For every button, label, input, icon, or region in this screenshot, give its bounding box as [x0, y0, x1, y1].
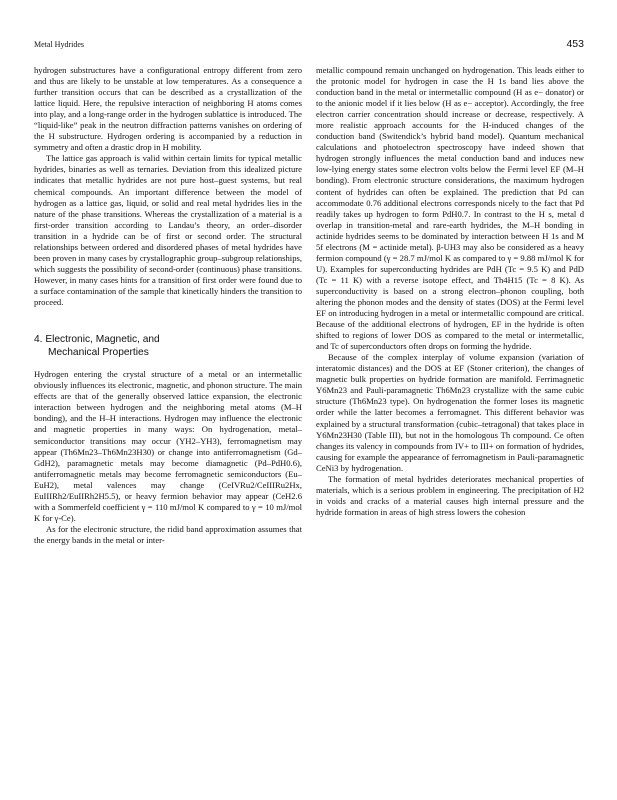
- body-paragraph: Because of the complex interplay of volume expansion (variation of interatomic distances) and the DOS at EF (Stoner criterion), the changes of magnetic bulk properties on hydride formation are manifold. Ferrimagnetic Y6Mn23 and Pauli-paramagnetic Th6Mn23 crystallize with the same cubic structure (Th6Mn23 type). On hydrogenation the former loses its magnetic order while the latter becomes a ferromagnet. This different behavior was explained by a structural transformation (cubic–tetragonal) that takes place in Y6Mn23H30 (Table III), but not in the homologous Th compound. Ce often changes its valency in compounds from IV+ to III+ on formation of hydrides, causing for example the appearance of ferromagnetism in Pauli-paramagnetic CeNi3 by hydrogenation.: [316, 352, 584, 473]
- right-column: [316, 65, 584, 518]
- body-paragraph: The lattice gas approach is valid within certain limits for typical metallic hydrides, binaries as well as ternaries. Deviation from this idealized picture indicates that metallic hydrides are not pure host–guest systems, but real chemical compounds. An important difference between the model of hydrogen as a lattice gas, liquid, or solid and real metal hydrides lies in the nature of the phase transitions. Whereas the crystallization of a material is a first-order transition according to Landau’s theory, an order–disorder transition in a hydride can be of first or second order. The structural relationships between ordered and disordered phases of metal hydrides have been proven in many cases by crystallographic group–subgroup relationships, which suggests the possibility of second-order (continuous) phase transitions. However, in many cases hints for a transition of first order were found due to a surface contamination of the sample that kinetically hinders the transition to proceed.: [34, 153, 302, 307]
- body-paragraph: hydrogen substructures have a configurational entropy different from zero and thus are likely to be unstable at low temperatures. As a consequence a further transition occurs that can be described as a crystallization of the lattice liquid. Here, the repulsive interaction of neighboring H atoms comes into play, and a long-range order in the hydrogen sublattice is introduced. The “liquid-like” peak in the neutron diffraction patterns vanishes on ordering of the H substructure. Hydrogen ordering is accompanied by a reduction in symmetry and often a drastic drop in H mobility.: [34, 65, 302, 153]
- running-head: Metal Hydrides: [34, 40, 84, 49]
- section-heading: [34, 334, 302, 359]
- page-number: 453: [566, 38, 584, 50]
- body-paragraph: As for the electronic structure, the ridid band approximation assumes that the energy bands in the metal or inter-: [34, 523, 302, 545]
- section-heading-line: 4. Electronic, Magnetic, and: [34, 334, 160, 346]
- body-paragraph: Hydrogen entering the crystal structure of a metal or an intermetallic obviously influences its electronic, magnetic, and phonon structure. The main effects are that of the generally observed lattice expansion, the electronic interaction between hydrogen and the neighboring metal atoms (M–H bonding), and the H–H interactions. Hydrogen may influence the electronic and magnetic properties in many ways: On hydrogenation, metal–semiconductor transitions may occur (YH2–YH3), ferromagnetism may appear (Th6Mn23–Th6Mn23H30) or change into antiferromagnetism (Gd–GdH2), paramagnetic metals may become diamagnetic (Pd–PdH0.6), antiferromagnetic metals may become ferromagnetic semiconductors (Eu–EuH2), metal valences may change (CeIVRu2/CeIIIRu2Hx, EuIIIRh2/EuIIRh2H5.5), or heavy fermion behavior may appear (CeH2.6 with a Sommerfeld coefficient γ = 110 mJ/mol K compared to γ = 10 mJ/mol K for γ-Ce).: [34, 369, 302, 523]
- section-heading-line: Mechanical Properties: [48, 346, 149, 358]
- body-paragraph: The formation of metal hydrides deteriorates mechanical properties of materials, which is a serious problem in engineering. The precipitation of H2 in voids and cracks of a material causes high internal pressure and the hydride formation in areas of high stress lowers the cohesion: [316, 473, 584, 517]
- body-paragraph: metallic compound remain unchanged on hydrogenation. This leads either to the protonic model for hydrogen in case the H 1s band lies above the conduction band in the metal or intermetallic compound (H as e− donator) or to the anionic model if it lies below (H as e− acceptor). Accordingly, the free electron carrier concentration should increase or decrease, respectively. A more realistic approach accounts for the H-induced changes of the conduction band (Switendick’s hybrid band model). Quantum mechanical calculations and photoelectron spectroscopy have indeed shown that hydrogen strongly influences the metal conduction band and induces new low-lying energy states some electron volts below the Fermi level EF (M–H bonding). From electronic structure considerations, the maximum hydrogen content of hydrides can often be explained. The prediction that Pd can accommodate 0.76 additional electrons corresponds nicely to the fact that Pd readily takes up hydrogen to form PdH0.7. In contrast to the H s, metal d overlap in transition-metal and rare-earth hydrides, the M–H bonding in actinide hydrides seems to be dominated by interaction between H 1s and M 5f electrons (M = actinide metal). β-UH3 may also be considered as a heavy fermion compound (γ = 28.7 mJ/mol K as compared to γ = 9.88 mJ/mol K for U). Examples for superconducting hydrides are PdH (Tc = 9.5 K) and PdD (Tc = 11 K) with a reverse isotope effect, and Th4H15 (Tc = 8 K). As superconductivity is based on a strong electron–phonon coupling, both altering the phonon modes and the density of states (DOS) at the Fermi level EF on introducing hydrogen in a metal or intermetallic compound are critical. Because of the additional electrons of hydrogen, EF in the hydride is often shifted to regions of lower DOS as compared to the metal or intermetallic, and Tc of superconductors often drops on forming the hydride.: [316, 65, 584, 352]
- left-column: [34, 65, 302, 546]
